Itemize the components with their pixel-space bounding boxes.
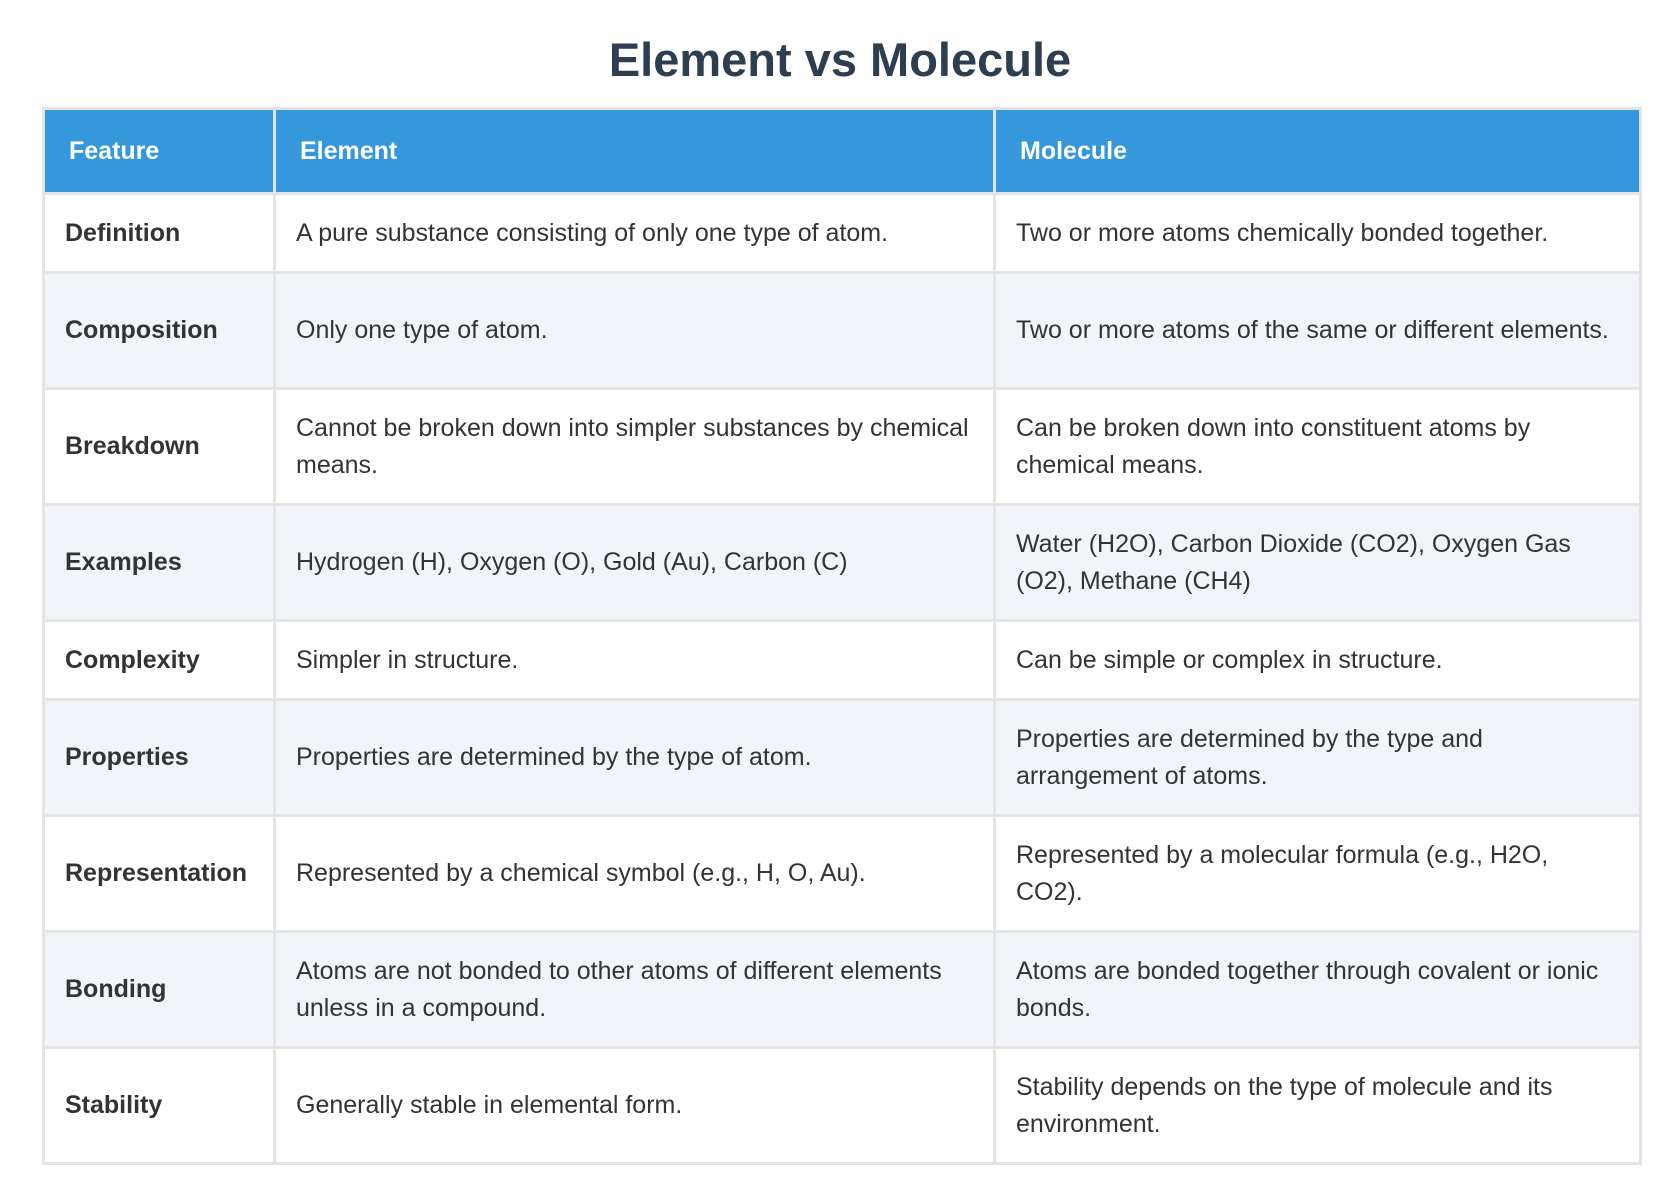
element-cell: Only one type of atom. bbox=[275, 273, 995, 389]
molecule-cell: Represented by a molecular formula (e.g., H2O, CO2). bbox=[995, 816, 1641, 932]
feature-cell: Breakdown bbox=[44, 389, 275, 505]
header-molecule: Molecule bbox=[995, 109, 1641, 194]
molecule-cell: Two or more atoms of the same or different elements. bbox=[995, 273, 1641, 389]
molecule-cell: Atoms are bonded together through covalent or ionic bonds. bbox=[995, 932, 1641, 1048]
element-cell: Properties are determined by the type of atom. bbox=[275, 700, 995, 816]
table-row bbox=[44, 1048, 1641, 1164]
molecule-cell: Can be simple or complex in structure. bbox=[995, 621, 1641, 700]
element-cell: Generally stable in elemental form. bbox=[275, 1048, 995, 1164]
table-row bbox=[44, 932, 1641, 1048]
table-row bbox=[44, 816, 1641, 932]
page-title: Element vs Molecule bbox=[608, 33, 1072, 86]
table-row bbox=[44, 505, 1641, 621]
table-row bbox=[44, 194, 1641, 273]
feature-cell: Definition bbox=[44, 194, 275, 273]
element-cell: Represented by a chemical symbol (e.g., H, O, Au). bbox=[275, 816, 995, 932]
table-row bbox=[44, 700, 1641, 816]
table-row bbox=[44, 389, 1641, 505]
element-cell: Hydrogen (H), Oxygen (O), Gold (Au), Carbon (C) bbox=[275, 505, 995, 621]
molecule-cell: Water (H2O), Carbon Dioxide (CO2), Oxygen Gas (O2), Methane (CH4) bbox=[995, 505, 1641, 621]
table-header bbox=[44, 109, 1641, 194]
feature-cell: Composition bbox=[44, 273, 275, 389]
comparison-table bbox=[42, 107, 1642, 1165]
comparison-table-container bbox=[42, 107, 1639, 1165]
table-body bbox=[44, 194, 1641, 1164]
header-element: Element bbox=[275, 109, 995, 194]
header-feature: Feature bbox=[44, 109, 275, 194]
header-row bbox=[44, 109, 1641, 194]
molecule-cell: Properties are determined by the type and arrangement of atoms. bbox=[995, 700, 1641, 816]
feature-cell: Complexity bbox=[44, 621, 275, 700]
molecule-cell: Stability depends on the type of molecule and its environment. bbox=[995, 1048, 1641, 1164]
element-cell: Cannot be broken down into simpler substances by chemical means. bbox=[275, 389, 995, 505]
table-row bbox=[44, 621, 1641, 700]
element-cell: Atoms are not bonded to other atoms of different elements unless in a compound. bbox=[275, 932, 995, 1048]
feature-cell: Properties bbox=[44, 700, 275, 816]
element-cell: Simpler in structure. bbox=[275, 621, 995, 700]
molecule-cell: Two or more atoms chemically bonded together. bbox=[995, 194, 1641, 273]
feature-cell: Bonding bbox=[44, 932, 275, 1048]
feature-cell: Representation bbox=[44, 816, 275, 932]
molecule-cell: Can be broken down into constituent atoms by chemical means. bbox=[995, 389, 1641, 505]
feature-cell: Stability bbox=[44, 1048, 275, 1164]
feature-cell: Examples bbox=[44, 505, 275, 621]
table-row bbox=[44, 273, 1641, 389]
element-cell: A pure substance consisting of only one type of atom. bbox=[275, 194, 995, 273]
